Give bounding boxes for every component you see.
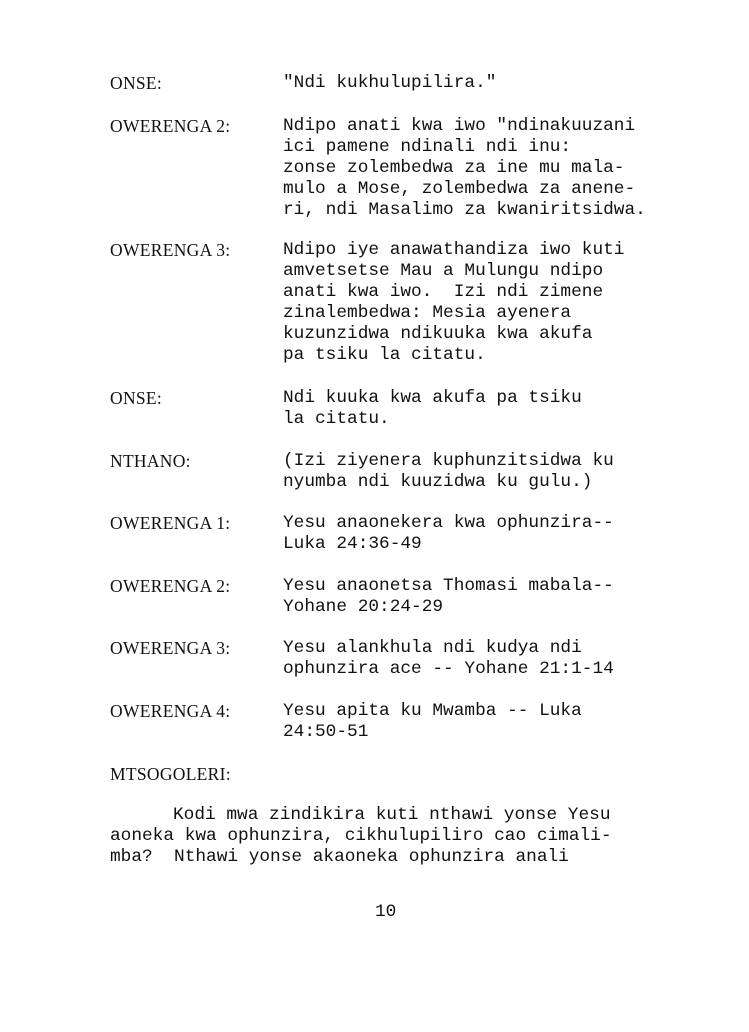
speaker-label: ONSE: [110, 388, 163, 408]
speaker-label: NTHANO: [110, 451, 191, 471]
dialogue-line: mulo a Mose, zolembedwa za anene- [283, 179, 636, 199]
dialogue-line: 24:50-51 [283, 722, 369, 742]
paragraph-line: mba? Nthawi yonse akaoneka ophunzira anali [110, 847, 569, 867]
speaker-label: OWERENGA 2: [110, 576, 231, 596]
dialogue-line: ri, ndi Masalimo za kwaniritsidwa. [283, 200, 646, 220]
dialogue-line: Luka 24:36-49 [283, 534, 422, 554]
speaker-label: OWERENGA 1: [110, 513, 231, 533]
dialogue-line: ophunzira ace -- Yohane 21:1-14 [283, 659, 614, 679]
dialogue-line: zonse zolembedwa za ine mu mala- [283, 158, 625, 178]
speaker-label: OWERENGA 3: [110, 638, 231, 658]
speaker-label: OWERENGA 4: [110, 701, 231, 721]
leader-label: MTSOGOLERI: [110, 764, 231, 784]
speaker-label: OWERENGA 2: [110, 116, 231, 136]
dialogue-line: amvetsetse Mau a Mulungu ndipo [283, 261, 604, 281]
dialogue-line: Ndipo anati kwa iwo "ndinakuuzani [283, 116, 636, 136]
dialogue-line: zinalembedwa: Mesia ayenera [283, 303, 572, 323]
dialogue-line: Yohane 20:24-29 [283, 597, 444, 617]
speaker-label: OWERENGA 3: [110, 240, 231, 260]
dialogue-line: Yesu anaonekera kwa ophunzira-- [283, 513, 614, 533]
dialogue-line: Yesu apita ku Mwamba -- Luka [283, 701, 582, 721]
dialogue-line: nyumba ndi kuuzidwa ku gulu.) [283, 472, 593, 492]
paragraph-line: aoneka kwa ophunzira, cikhulupiliro cao cimali- [110, 826, 612, 846]
dialogue-line: Ndipo iye anawathandiza iwo kuti [283, 240, 625, 260]
dialogue-line: Yesu alankhula ndi kudya ndi [283, 638, 582, 658]
speaker-label: ONSE: [110, 73, 163, 93]
dialogue-line: pa tsiku la citatu. [283, 345, 486, 365]
dialogue-line: la citatu. [283, 409, 390, 429]
dialogue-line: "Ndi kukhulupilira." [283, 73, 497, 93]
dialogue-line: Ndi kuuka kwa akufa pa tsiku [283, 388, 582, 408]
dialogue-line: kuzunzidwa ndikuuka kwa akufa [283, 324, 593, 344]
paragraph-line: Kodi mwa zindikira kuti nthawi yonse Yesu [173, 805, 611, 825]
dialogue-line: Yesu anaonetsa Thomasi mabala-- [283, 576, 614, 596]
dialogue-line: ici pamene ndinali ndi inu: [283, 137, 572, 157]
page-number: 10 [375, 902, 397, 922]
dialogue-line: anati kwa iwo. Izi ndi zimene [283, 282, 604, 302]
dialogue-line: (Izi ziyenera kuphunzitsidwa ku [283, 451, 614, 471]
